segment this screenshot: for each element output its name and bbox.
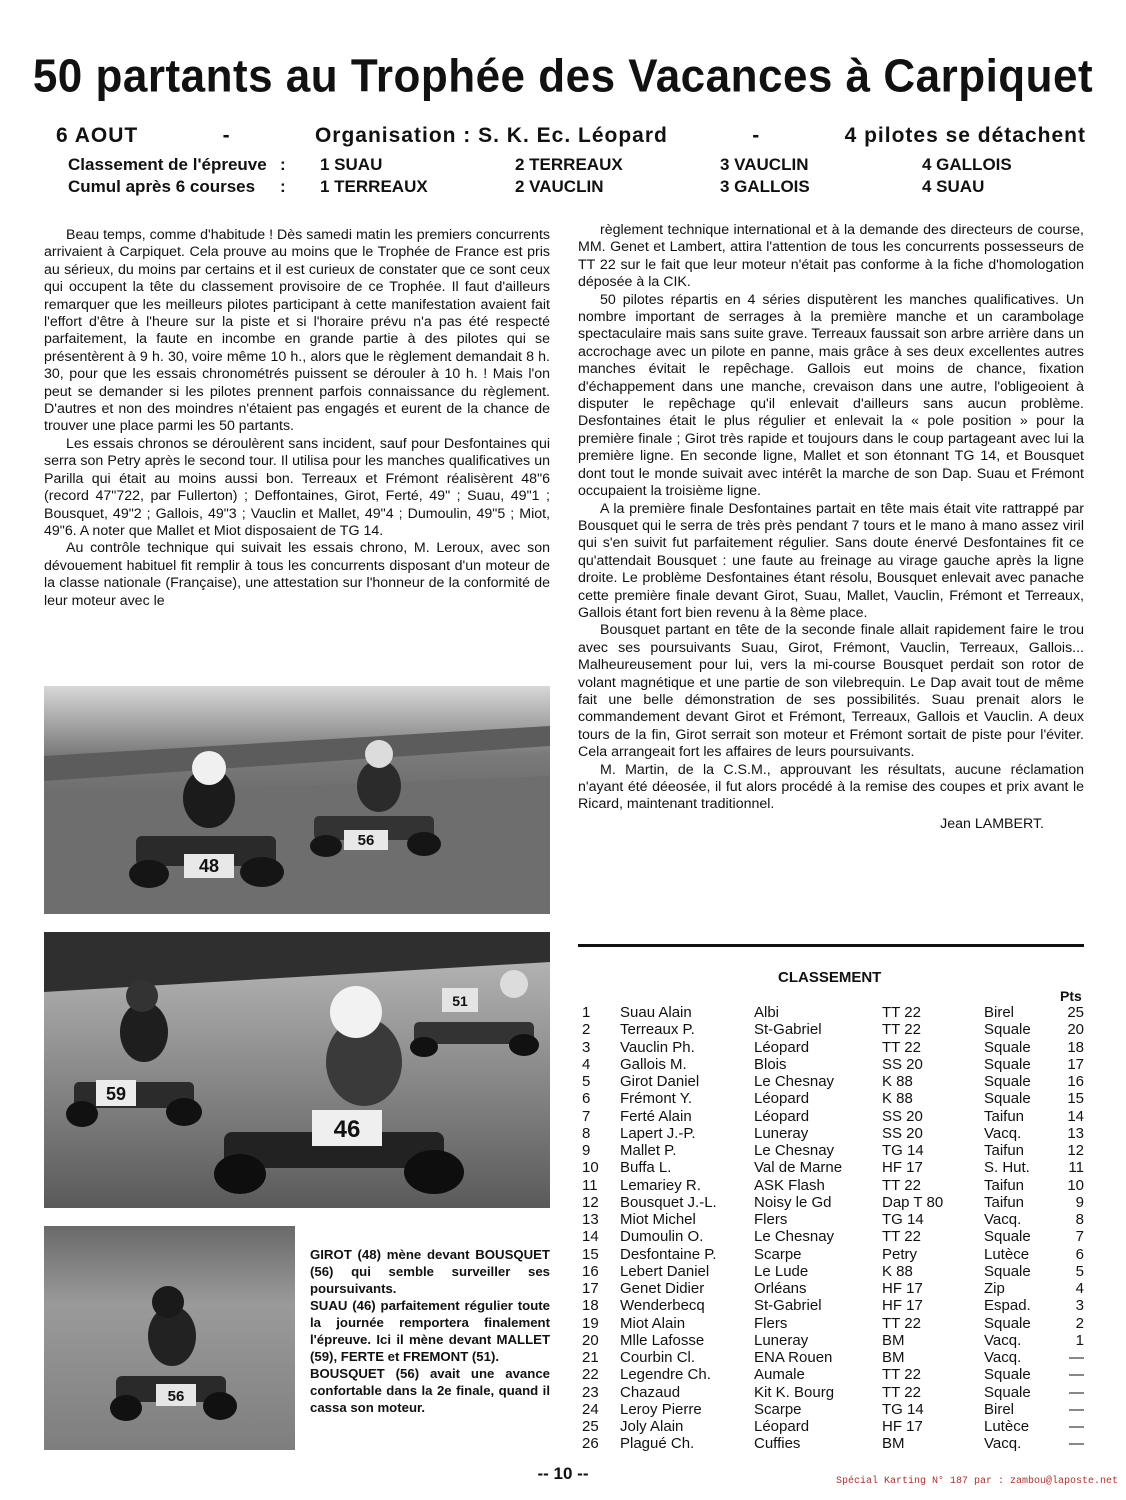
article-column-left — [44, 227, 550, 610]
photo-illustration — [44, 686, 550, 914]
points-cell: 2 — [1075, 1314, 1084, 1332]
rank-cell: 3 — [582, 1038, 591, 1056]
points-cell: 1 — [1075, 1331, 1084, 1349]
driver-cell: Desfontaine P. — [620, 1245, 717, 1263]
chassis-cell: Vacq. — [984, 1435, 1022, 1453]
chassis-cell: Taifun — [984, 1176, 1025, 1194]
rank-cell: 24 — [582, 1400, 599, 1418]
caption-paragraph: SUAU (46) parfaitement régulier toute la journée remportera finalement l'épreuve. Ici il mène devant MALLET (59), FERTE et FREMONT (51). — [310, 1298, 550, 1364]
rank-cell: 13 — [582, 1211, 599, 1229]
article-paragraph: Au contrôle technique qui suivait les essais chrono, M. Leroux, avec son dévouement habituel fit remplir à tous les concurrents disposant d'un moteur de la classe nationale (Française), une attestation sur l'honneur de la conformité de leur moteur avec le — [44, 540, 550, 609]
club-cell: Noisy le Gd — [754, 1193, 832, 1211]
rank-cell: 17 — [582, 1280, 599, 1298]
table-row — [582, 1004, 1084, 1021]
engine-cell: BM — [882, 1349, 905, 1367]
summary-entry: 4 SUAU — [922, 177, 985, 196]
table-row — [582, 1263, 1084, 1280]
driver-cell: Buffa L. — [620, 1159, 672, 1177]
table-row — [582, 1090, 1084, 1107]
summary-entry: 3 VAUCLIN — [720, 155, 809, 174]
club-cell: St-Gabriel — [754, 1021, 822, 1039]
club-cell: Léopard — [754, 1090, 810, 1108]
table-row — [582, 1211, 1084, 1228]
chassis-cell: S. Hut. — [984, 1159, 1030, 1177]
table-row — [582, 1194, 1084, 1211]
subtitle-separator: - — [752, 124, 761, 147]
photo-illustration — [44, 1226, 295, 1450]
classement-table — [582, 1004, 1084, 1453]
driver-cell: Chazaud — [620, 1383, 681, 1401]
table-row — [582, 1401, 1084, 1418]
summary-row-cumul — [68, 176, 1012, 198]
chassis-cell: Taifun — [984, 1193, 1025, 1211]
engine-cell: BM — [882, 1331, 905, 1349]
driver-cell: Miot Alain — [620, 1314, 686, 1332]
points-cell: 20 — [1067, 1021, 1084, 1039]
club-cell: Léopard — [754, 1038, 810, 1056]
page-number: -- 10 -- — [537, 1464, 589, 1483]
table-row — [582, 1349, 1084, 1366]
driver-cell: Dumoulin O. — [620, 1228, 704, 1246]
rank-cell: 8 — [582, 1124, 591, 1142]
photo-kart-bousquet — [44, 1226, 295, 1450]
driver-cell: Ferté Alain — [620, 1107, 692, 1125]
summary-colon: : — [280, 155, 286, 174]
table-row — [582, 1073, 1084, 1090]
points-cell: — — [1069, 1366, 1084, 1384]
article-paragraph: règlement technique international et à la demande des directeurs de course, MM. Genet et Lambert, attira l'attention de tous les concurrents possesseurs de TT 22 sur le fait que leur moteur n'était pas conforme à la fiche d'homologation déposée à la CIK. — [578, 222, 1084, 291]
driver-cell: Wenderbecq — [620, 1297, 705, 1315]
table-row — [582, 1142, 1084, 1159]
club-cell: Le Chesnay — [754, 1228, 835, 1246]
rank-cell: 4 — [582, 1055, 591, 1073]
article-paragraph: M. Martin, de la C.S.M., approuvant les résultats, aucune réclamation n'ayant été déeosée, il fut alors procédé à la remise des coupes et prix avant le Ricard, maintenant traditionnel. — [578, 761, 1084, 813]
chassis-cell: Squale — [984, 1228, 1031, 1246]
table-row — [582, 1159, 1084, 1176]
club-cell: Flers — [754, 1314, 788, 1332]
chassis-cell: Lutèce — [984, 1245, 1030, 1263]
engine-cell: TT 22 — [882, 1038, 921, 1056]
engine-cell: HF 17 — [882, 1418, 923, 1436]
points-cell: — — [1069, 1349, 1084, 1367]
subtitle-organisation: Organisation : S. K. Ec. Léopard — [314, 124, 668, 147]
article-paragraph: Bousquet partant en tête de la seconde finale allait rapidement faire le trou avec ses poursuivants Suau, Girot, Frémont, Vauclin, Terreaux, Gallois... Malheureusement pour lui, vers la mi-course Bousquet perdait son rotor de volant magnétique et une partie de son vilebrequin. Le Dap avait tout de même fait une belle démonstration de ses possibilités. Suau prenait alors le commandement devant Girot et Frémont, Terreaux, Gallois et Vauclin. A deux tours de la fin, Girot serrait son moteur et Frémont sortait de piste pour l'éviter. Cela arrangeait fort les affaires de leurs poursuivants. — [578, 622, 1084, 761]
engine-cell: TT 22 — [882, 1314, 921, 1332]
table-row — [582, 1108, 1084, 1125]
engine-cell: TT 22 — [882, 1176, 921, 1194]
driver-cell: Mallet P. — [620, 1142, 677, 1160]
club-cell: Luneray — [754, 1331, 809, 1349]
rank-cell: 7 — [582, 1107, 591, 1125]
chassis-cell: Squale — [984, 1314, 1031, 1332]
engine-cell: TT 22 — [882, 1004, 921, 1022]
engine-cell: TT 22 — [882, 1021, 921, 1039]
club-cell: Scarpe — [754, 1400, 802, 1418]
kart-number: 56 — [167, 1388, 185, 1405]
driver-cell: Lebert Daniel — [620, 1262, 710, 1280]
driver-cell: Miot Michel — [620, 1211, 696, 1229]
points-cell: 7 — [1075, 1228, 1084, 1246]
article-column-right — [578, 222, 1084, 833]
summary-entry: 1 TERREAUX — [320, 177, 428, 196]
engine-cell: TT 22 — [882, 1383, 921, 1401]
engine-cell: Dap T 80 — [882, 1193, 944, 1211]
points-cell: 11 — [1068, 1159, 1084, 1177]
club-cell: ASK Flash — [754, 1176, 825, 1194]
club-cell: Luneray — [754, 1124, 809, 1142]
rank-cell: 12 — [582, 1193, 599, 1211]
summary-entry: 3 GALLOIS — [720, 177, 810, 196]
points-cell: 16 — [1067, 1073, 1084, 1091]
rank-cell: 23 — [582, 1383, 599, 1401]
table-row — [582, 1280, 1084, 1297]
engine-cell: TG 14 — [882, 1400, 924, 1418]
chassis-cell: Taifun — [984, 1142, 1025, 1160]
driver-cell: Lapert J.-P. — [620, 1124, 696, 1142]
points-cell: 17 — [1067, 1055, 1084, 1073]
rank-cell: 10 — [582, 1159, 599, 1177]
article-title: 50 partants au Trophée des Vacances à Carpiquet — [32, 50, 1094, 103]
driver-cell: Leroy Pierre — [620, 1400, 702, 1418]
rank-cell: 20 — [582, 1331, 599, 1349]
engine-cell: HF 17 — [882, 1280, 923, 1298]
chassis-cell: Squale — [984, 1090, 1031, 1108]
points-cell: 10 — [1067, 1176, 1084, 1194]
club-cell: Léopard — [754, 1418, 810, 1436]
classement-title: CLASSEMENT — [778, 969, 882, 986]
points-cell: 18 — [1067, 1038, 1084, 1056]
chassis-cell: Squale — [984, 1383, 1031, 1401]
summary-entry: 2 VAUCLIN — [515, 177, 604, 196]
points-cell: 9 — [1075, 1193, 1084, 1211]
rank-cell: 6 — [582, 1090, 591, 1108]
points-cell: 8 — [1075, 1211, 1084, 1229]
driver-cell: Lemariey R. — [620, 1176, 701, 1194]
points-cell: — — [1069, 1400, 1084, 1418]
chassis-cell: Birel — [984, 1400, 1015, 1418]
subtitle-separator: - — [222, 124, 231, 147]
chassis-cell: Squale — [984, 1073, 1031, 1091]
engine-cell: TG 14 — [882, 1142, 924, 1160]
engine-cell: HF 17 — [882, 1297, 923, 1315]
article-paragraph: 50 pilotes répartis en 4 séries disputèrent les manches qualificatives. Un nombre important de serrages à la première manche et un carambolage spectaculaire mais sans suite grave. Terreaux faussait son arbre arrière dans un accrochage avec un pilote en panne, mais grâce à ses deux excellentes autres manches évitait le repêchage. Gallois eut moins de chance, fixation d'échappement dans une manche, crevaison dans une autre, l'obligeoient à disputer le repêchage qu'il enlevait d'ailleurs sans aucun problème. Desfontaines était le plus régulier et enlevait la « pole position » pour la première finale ; Girot très rapide et toujours dans le coup partageant avec lui la première ligne. En seconde ligne, Mallet et son étonnant TG 14, et Bousquet dont tout le monde suivait avec intérêt la marche de son Dap. Suau et Frémont occupaient la troisième ligne. — [578, 291, 1084, 500]
rank-cell: 2 — [582, 1021, 591, 1039]
club-cell: Le Lude — [754, 1262, 809, 1280]
club-cell: Aumale — [754, 1366, 805, 1384]
club-cell: Le Chesnay — [754, 1073, 835, 1091]
summary-colon: : — [280, 177, 286, 196]
points-column-header: Pts — [1060, 988, 1082, 1004]
rank-cell: 25 — [582, 1418, 599, 1436]
driver-cell: Courbin Cl. — [620, 1349, 696, 1367]
club-cell: Léopard — [754, 1107, 810, 1125]
article-paragraph: Les essais chronos se déroulèrent sans incident, sauf pour Desfontaines qui serra son Petry après le second tour. Il utilisa pour les manches qualificatives un Parilla qui était au moins aussi bon. Terreaux et Frémont réalisèrent 48"6 (record 47"722, par Fullerton) ; Deffontaines, Girot, Ferté, 49" ; Suau, 49"1 ; Bousquet, 49"2 ; Gallois, 49"3 ; Vauclin et Mallet, 49"4 ; Dumoulin, 49"5 ; Miot, 49"6. A noter que Mallet et Miot disposaient de TG 14. — [44, 435, 550, 539]
driver-cell: Gallois M. — [620, 1055, 687, 1073]
article-subtitle — [56, 124, 1086, 148]
driver-cell: Suau Alain — [620, 1004, 692, 1022]
rank-cell: 19 — [582, 1314, 599, 1332]
engine-cell: TT 22 — [882, 1228, 921, 1246]
summary-entry: 1 SUAU — [320, 155, 383, 174]
table-row — [582, 1297, 1084, 1314]
chassis-cell: Vacq. — [984, 1211, 1022, 1229]
club-cell: Flers — [754, 1211, 788, 1229]
subtitle-date: 6 AOUT — [56, 124, 139, 147]
rank-cell: 1 — [582, 1004, 591, 1022]
author-signature: Jean LAMBERT. — [940, 815, 1044, 832]
points-cell: 3 — [1075, 1297, 1084, 1315]
engine-cell: BM — [882, 1435, 905, 1453]
points-cell: 6 — [1075, 1245, 1084, 1263]
club-cell: Le Chesnay — [754, 1142, 835, 1160]
driver-cell: Mlle Lafosse — [620, 1331, 705, 1349]
kart-number: 48 — [198, 856, 220, 876]
points-cell: 13 — [1067, 1124, 1084, 1142]
table-row — [582, 1021, 1084, 1038]
chassis-cell: Vacq. — [984, 1124, 1022, 1142]
club-cell: Cuffies — [754, 1435, 801, 1453]
scan-credit: Spécial Karting N° 187 par : zambou@laposte.net — [835, 1476, 1118, 1487]
engine-cell: HF 17 — [882, 1159, 923, 1177]
driver-cell: Bousquet J.-L. — [620, 1193, 717, 1211]
engine-cell: Petry — [882, 1245, 918, 1263]
rank-cell: 14 — [582, 1228, 599, 1246]
caption-paragraph: GIROT (48) mène devant BOUSQUET (56) qui semble surveiller ses poursuivants. — [310, 1247, 550, 1296]
club-cell: Val de Marne — [754, 1159, 843, 1177]
classement-table-body — [582, 1004, 1084, 1453]
engine-cell: SS 20 — [882, 1055, 923, 1073]
chassis-cell: Squale — [984, 1262, 1031, 1280]
photo-illustration — [44, 932, 550, 1208]
engine-cell: K 88 — [882, 1090, 913, 1108]
table-row — [582, 1315, 1084, 1332]
rank-cell: 5 — [582, 1073, 591, 1091]
photo-caption — [310, 1246, 550, 1416]
section-divider — [578, 944, 1084, 947]
driver-cell: Genet Didier — [620, 1280, 705, 1298]
rank-cell: 15 — [582, 1245, 599, 1263]
rank-cell: 21 — [582, 1349, 599, 1367]
summary-row-event — [68, 154, 1012, 176]
driver-cell: Legendre Ch. — [620, 1366, 711, 1384]
caption-paragraph: BOUSQUET (56) avait une avance confortable dans la 2e finale, quand il cassa son moteur. — [310, 1366, 550, 1415]
rank-cell: 18 — [582, 1297, 599, 1315]
rank-cell: 9 — [582, 1142, 591, 1160]
points-cell: 12 — [1067, 1142, 1084, 1160]
table-row — [582, 1056, 1084, 1073]
table-row — [582, 1418, 1084, 1435]
club-cell: Blois — [754, 1055, 787, 1073]
points-cell: 4 — [1075, 1280, 1084, 1298]
driver-cell: Girot Daniel — [620, 1073, 700, 1091]
rank-cell: 26 — [582, 1435, 599, 1453]
driver-cell: Plagué Ch. — [620, 1435, 695, 1453]
kart-number: 59 — [105, 1084, 127, 1104]
rank-cell: 22 — [582, 1366, 599, 1384]
engine-cell: K 88 — [882, 1262, 913, 1280]
driver-cell: Vauclin Ph. — [620, 1038, 695, 1056]
kart-number: 51 — [452, 993, 468, 1009]
driver-cell: Joly Alain — [620, 1418, 684, 1436]
summary-entry: 4 GALLOIS — [922, 155, 1012, 174]
club-cell: Orléans — [754, 1280, 807, 1298]
points-cell: — — [1069, 1383, 1084, 1401]
engine-cell: TG 14 — [882, 1211, 924, 1229]
chassis-cell: Lutèce — [984, 1418, 1030, 1436]
points-cell: 15 — [1067, 1090, 1084, 1108]
table-row — [582, 1039, 1084, 1056]
chassis-cell: Squale — [984, 1038, 1031, 1056]
engine-cell: TT 22 — [882, 1366, 921, 1384]
club-cell: Scarpe — [754, 1245, 802, 1263]
engine-cell: SS 20 — [882, 1107, 923, 1125]
table-row — [582, 1332, 1084, 1349]
club-cell: Albi — [754, 1004, 780, 1022]
chassis-cell: Squale — [984, 1366, 1031, 1384]
photo-karts-suau-mallet — [44, 932, 550, 1208]
chassis-cell: Birel — [984, 1004, 1015, 1022]
driver-cell: Terreaux P. — [620, 1021, 695, 1039]
chassis-cell: Espad. — [984, 1297, 1031, 1315]
summary-entry: 2 TERREAUX — [515, 155, 623, 174]
club-cell: St-Gabriel — [754, 1297, 822, 1315]
rank-cell: 16 — [582, 1262, 599, 1280]
chassis-cell: Zip — [984, 1280, 1005, 1298]
chassis-cell: Vacq. — [984, 1331, 1022, 1349]
chassis-cell: Taifun — [984, 1107, 1025, 1125]
table-row — [582, 1384, 1084, 1401]
engine-cell: SS 20 — [882, 1124, 923, 1142]
table-row — [582, 1125, 1084, 1142]
points-cell: 5 — [1075, 1262, 1084, 1280]
table-row — [582, 1246, 1084, 1263]
article-paragraph: A la première finale Desfontaines partait en tête mais était vite rattrappé par Bousquet qui le serra de très près pendant 7 tours et le mano à mano assez viril qui s'en suivit fut parfaitement régulier. Sans doute énervé Desfontaines fit ce qu'attendait Bousquet : une faute au freinage au virage gauche après la ligne droite. Le problème Desfontaines étant résolu, Bousquet enlevait avec panache cette première finale devant Girot, Suau, Mallet, Vauclin, Frémont et Terreaux, Gallois étant fort bien revenu à la 8ème place. — [578, 500, 1084, 621]
points-cell: — — [1069, 1418, 1084, 1436]
summary-label: Classement de l'épreuve — [68, 155, 267, 174]
engine-cell: K 88 — [882, 1073, 913, 1091]
subtitle-highlight: 4 pilotes se détachent — [844, 124, 1086, 147]
photo-karts-girot-bousquet — [44, 686, 550, 914]
table-row — [582, 1435, 1084, 1452]
article-paragraph: Beau temps, comme d'habitude ! Dès samedi matin les premiers concurrents arrivaient à Carpiquet. Cela prouve au moins que le Trophée de France est pris au sérieux, du moins par certains et il est curieux de constater que ce sont ceux qui occupent la tête du classement provisoire de ce Trophée. Il faut d'ailleurs remarquer que les meilleurs pilotes participant à cette manifestation avaient fait l'effort d'être à l'heure sur la piste et si l'horaire prévu n'a pas été respecté parfaitement, la faute en incombe en grande partie à des pilotes qui se présentèrent à 9 h. 30, voire même 10 h., alors que le règlement demandait 8 h. 30, pour que les essais chronométrés puissent se dérouler à 10 h. ! Mais l'on peut se demander si les pilotes prennent parfois connaissance du règlement. D'autres et non des moindres n'étaient pas engagés et eurent de la chance de trouver une place parmi les 50 partants. — [44, 227, 550, 435]
table-row — [582, 1366, 1084, 1383]
kart-number: 46 — [333, 1116, 361, 1143]
driver-cell: Frémont Y. — [620, 1090, 692, 1108]
table-row — [582, 1177, 1084, 1194]
table-row — [582, 1228, 1084, 1245]
club-cell: ENA Rouen — [754, 1349, 833, 1367]
points-cell: 14 — [1067, 1107, 1084, 1125]
summary-label: Cumul après 6 courses — [68, 177, 256, 196]
chassis-cell: Vacq. — [984, 1349, 1022, 1367]
club-cell: Kit K. Bourg — [754, 1383, 835, 1401]
chassis-cell: Squale — [984, 1021, 1031, 1039]
chassis-cell: Squale — [984, 1055, 1031, 1073]
kart-number: 56 — [357, 832, 375, 849]
ranking-summary — [68, 154, 1012, 198]
points-cell: 25 — [1067, 1004, 1084, 1022]
rank-cell: 11 — [582, 1176, 598, 1194]
points-cell: — — [1069, 1435, 1084, 1453]
